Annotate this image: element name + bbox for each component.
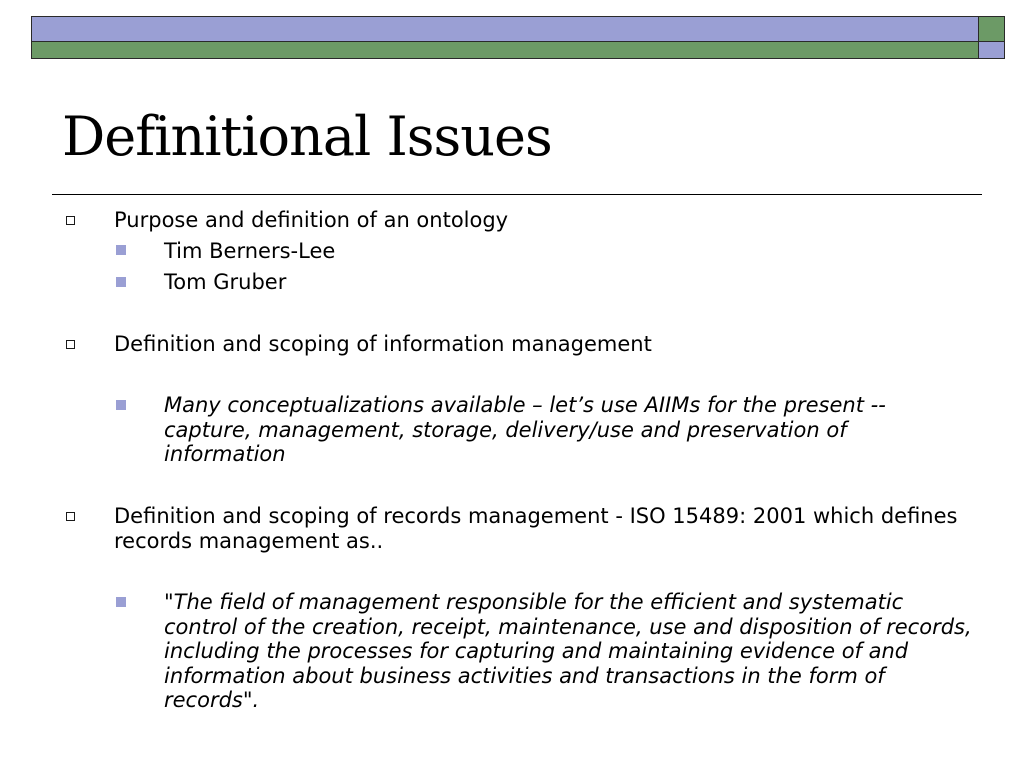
sub-bullet-square-icon xyxy=(116,597,126,607)
bullet-square-icon xyxy=(66,340,75,349)
slide-title: Definitional Issues xyxy=(62,105,552,168)
sub-bullet-aiim: Many conceptualizations available – let’s use AIIMs for the present -- capture, management, storage, delivery/use and preservation of information xyxy=(164,393,886,466)
sub-bullet-gruber: Tom Gruber xyxy=(164,270,287,294)
sub-bullet-iso-definition: "The field of management responsible for the efficient and systematic control of the creation, receipt, maintenance, use and disposition of records, including the processes for capturing and maintaining evidence of and information about business activities and transactions in the form of records". xyxy=(164,590,972,712)
sub-bullet-square-icon xyxy=(116,400,126,410)
header-corner-green xyxy=(978,16,1005,42)
sub-bullet-square-icon xyxy=(116,245,126,255)
bullet-information-management: Definition and scoping of information management xyxy=(114,332,652,356)
header-corner-blue xyxy=(978,41,1005,59)
bullet-records-management: Definition and scoping of records management - ISO 15489: 2001 which defines records management as.. xyxy=(114,504,958,553)
sub-bullet-square-icon xyxy=(116,277,126,287)
title-divider xyxy=(52,194,982,195)
bullet-square-icon xyxy=(66,216,75,225)
header-bar-green xyxy=(31,41,979,59)
header-bar-blue xyxy=(31,16,979,42)
bullet-ontology: Purpose and definition of an ontology xyxy=(114,208,509,232)
bullet-square-icon xyxy=(66,512,75,521)
sub-bullet-berners-lee: Tim Berners-Lee xyxy=(164,239,336,263)
